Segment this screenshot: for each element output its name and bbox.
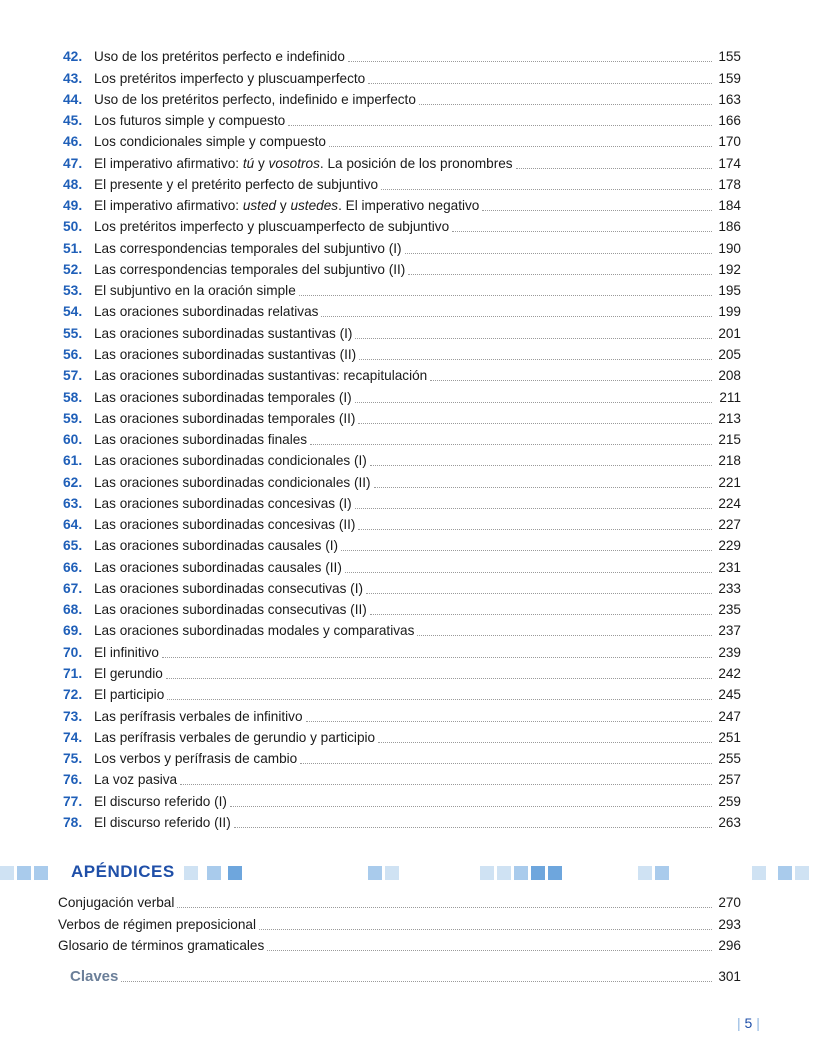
- dotted-leader: [259, 929, 712, 930]
- toc-entry[interactable]: [63, 342, 741, 363]
- toc-entry-page: 263: [718, 814, 741, 830]
- decorative-square: [497, 866, 511, 880]
- toc-entry-page: 233: [718, 580, 741, 596]
- toc-entry-title: El discurso referido (I): [94, 793, 227, 809]
- dotted-leader: [299, 295, 712, 296]
- decorative-square: [480, 866, 494, 880]
- toc-entry-page: 211: [719, 389, 741, 405]
- dotted-leader: [417, 635, 712, 636]
- decorative-square: [531, 866, 545, 880]
- dotted-leader: [516, 168, 712, 169]
- decorative-square: [778, 866, 792, 880]
- appendix-entry[interactable]: [58, 933, 741, 954]
- dotted-leader: [355, 508, 712, 509]
- toc-entry-title: Las perífrasis verbales de infinitivo: [94, 708, 303, 724]
- table-of-contents: [63, 44, 741, 831]
- dotted-leader: [358, 423, 712, 424]
- toc-entry-page: 245: [718, 687, 741, 703]
- toc-entry[interactable]: [63, 193, 741, 214]
- dotted-leader: [452, 231, 712, 232]
- dotted-leader: [180, 784, 712, 785]
- decorative-square: [184, 866, 198, 880]
- toc-entry[interactable]: [63, 512, 741, 533]
- toc-entry-title: Los pretéritos imperfecto y pluscuamperfecto: [94, 70, 366, 86]
- decorative-square: [228, 866, 242, 880]
- toc-entry-title: El discurso referido (II): [94, 814, 231, 830]
- toc-entry[interactable]: [63, 533, 741, 554]
- toc-entry-title: Las oraciones subordinadas causales (I): [94, 538, 339, 554]
- toc-entry-number: 45.: [63, 113, 83, 129]
- decorative-square: [655, 866, 669, 880]
- toc-entry[interactable]: [63, 639, 741, 660]
- toc-entry-page: 251: [718, 729, 741, 745]
- toc-entry-number: 67.: [63, 580, 83, 596]
- toc-entry-number: 48.: [63, 176, 83, 192]
- dotted-leader: [167, 699, 712, 700]
- toc-entry-number: 74.: [63, 729, 83, 745]
- appendix-entry-page: 296: [718, 937, 741, 953]
- toc-title-part: usted: [242, 198, 277, 214]
- dotted-leader: [329, 146, 712, 147]
- toc-entry-number: 73.: [63, 708, 83, 724]
- toc-entry-page: 247: [718, 708, 741, 724]
- toc-entry-number: 62.: [63, 474, 83, 490]
- toc-entry-title: Las oraciones subordinadas sustantivas (I): [94, 325, 353, 341]
- toc-entry[interactable]: [63, 87, 741, 108]
- decorative-square: [752, 866, 766, 880]
- toc-entry[interactable]: [63, 65, 741, 86]
- toc-entry-number: 49.: [63, 198, 83, 214]
- toc-entry-number: 53.: [63, 283, 83, 299]
- toc-entry[interactable]: [63, 150, 741, 171]
- claves-title: Claves: [70, 968, 119, 986]
- toc-entry-title: Las oraciones subordinadas temporales (I): [94, 389, 352, 405]
- toc-entry-title: Las correspondencias temporales del subjuntivo (II): [94, 261, 406, 277]
- toc-entry-number: 57.: [63, 368, 83, 384]
- toc-entry-title: Las oraciones subordinadas sustantivas (II): [94, 346, 357, 362]
- toc-entry-page: 166: [718, 113, 741, 129]
- toc-entry-page: 184: [718, 198, 741, 214]
- dotted-leader: [234, 827, 712, 828]
- decorative-square: [34, 866, 48, 880]
- toc-entry-page: 257: [718, 772, 741, 788]
- toc-entry[interactable]: [63, 810, 741, 831]
- toc-entry-number: 43.: [63, 70, 83, 86]
- toc-entry-title: Las oraciones subordinadas consecutivas (II): [94, 602, 367, 618]
- toc-entry-page: 155: [718, 49, 741, 65]
- appendix-entry[interactable]: [58, 890, 741, 911]
- toc-entry-number: 75.: [63, 751, 83, 767]
- dotted-leader: [321, 316, 712, 317]
- toc-entry-number: 76.: [63, 772, 83, 788]
- appendix-list: [58, 890, 741, 954]
- dotted-leader: [405, 253, 712, 254]
- toc-entry-page: 205: [718, 346, 741, 362]
- toc-entry-number: 71.: [63, 665, 83, 681]
- toc-entry-number: 56.: [63, 346, 83, 362]
- dotted-leader: [267, 950, 712, 951]
- toc-entry-title: Las oraciones subordinadas sustantivas: recapitulación: [94, 368, 428, 384]
- toc-entry-page: 255: [718, 751, 741, 767]
- toc-entry-title: El subjuntivo en la oración simple: [94, 283, 296, 299]
- toc-entry-title: Las oraciones subordinadas relativas: [94, 304, 319, 320]
- toc-entry-number: 70.: [63, 644, 83, 660]
- dotted-leader: [378, 742, 712, 743]
- toc-entry[interactable]: [63, 554, 741, 575]
- toc-entry[interactable]: [63, 469, 741, 490]
- toc-entry-title: El infinitivo: [94, 644, 159, 660]
- toc-entry-title: Las correspondencias temporales del subjuntivo (I): [94, 240, 402, 256]
- dotted-leader: [355, 338, 712, 339]
- decorative-square: [0, 866, 14, 880]
- toc-entry[interactable]: [63, 618, 741, 639]
- appendix-entry-title: Conjugación verbal: [58, 895, 175, 911]
- toc-entry-title: Los condicionales simple y compuesto: [94, 134, 326, 150]
- dotted-leader: [345, 572, 712, 573]
- toc-entry[interactable]: [63, 44, 741, 65]
- toc-title-part: vosotros: [268, 155, 320, 171]
- toc-entry-title: Las oraciones subordinadas modales y comparativas: [94, 623, 415, 639]
- decorative-square: [795, 866, 809, 880]
- toc-entry-number: 44.: [63, 91, 83, 107]
- toc-entry-page: 192: [718, 261, 741, 277]
- toc-entry[interactable]: [63, 491, 741, 512]
- toc-entry-number: 65.: [63, 538, 83, 554]
- dotted-leader: [348, 61, 712, 62]
- toc-entry[interactable]: [63, 172, 741, 193]
- dotted-leader: [300, 763, 712, 764]
- toc-entry[interactable]: [63, 129, 741, 150]
- toc-entry-title: Las oraciones subordinadas finales: [94, 432, 308, 448]
- toc-entry-title: Las oraciones subordinadas temporales (II): [94, 410, 356, 426]
- toc-entry-page: 195: [718, 283, 741, 299]
- toc-entry-number: 42.: [63, 49, 83, 65]
- toc-entry-title: Uso de los pretéritos perfecto e indefinido: [94, 49, 345, 65]
- dotted-leader: [177, 907, 712, 908]
- toc-entry[interactable]: [63, 661, 741, 682]
- toc-entry-number: 78.: [63, 814, 83, 830]
- toc-entry-title: [94, 198, 479, 214]
- toc-entry-title: Las oraciones subordinadas causales (II): [94, 559, 342, 575]
- toc-entry-number: 50.: [63, 219, 83, 235]
- toc-entry[interactable]: [63, 576, 741, 597]
- toc-entry-title: [94, 156, 513, 172]
- toc-entry-number: 54.: [63, 304, 83, 320]
- toc-entry-page: 224: [718, 495, 741, 511]
- toc-entry-page: 199: [718, 304, 741, 320]
- toc-entry-page: 215: [718, 432, 741, 448]
- dotted-leader: [341, 550, 712, 551]
- toc-entry-number: 64.: [63, 517, 83, 533]
- dotted-leader: [370, 465, 712, 466]
- toc-title-part: . La posición de los pronombres: [319, 155, 513, 171]
- toc-entry[interactable]: [63, 427, 741, 448]
- appendix-entry-page: 293: [718, 916, 741, 932]
- toc-entry-title: Las oraciones subordinadas concesivas (II): [94, 517, 356, 533]
- toc-title-part: El imperativo afirmativo:: [94, 155, 243, 171]
- toc-entry-title: Los pretéritos imperfecto y pluscuamperfecto de subjuntivo: [94, 219, 450, 235]
- dotted-leader: [310, 444, 712, 445]
- toc-entry-page: 242: [718, 665, 741, 681]
- decorative-square: [514, 866, 528, 880]
- toc-entry-page: 237: [718, 623, 741, 639]
- toc-entry[interactable]: [63, 320, 741, 341]
- dotted-leader: [288, 125, 712, 126]
- toc-entry-page: 227: [718, 517, 741, 533]
- toc-entry-number: 61.: [63, 453, 83, 469]
- dotted-leader: [381, 189, 712, 190]
- toc-entry[interactable]: [63, 597, 741, 618]
- toc-entry[interactable]: [63, 703, 741, 724]
- toc-entry[interactable]: [63, 767, 741, 788]
- toc-entry-number: 59.: [63, 410, 83, 426]
- dotted-leader: [366, 593, 712, 594]
- dotted-leader: [370, 614, 712, 615]
- decorative-square: [17, 866, 31, 880]
- toc-entry-number: 66.: [63, 559, 83, 575]
- toc-entry-title: Las perífrasis verbales de gerundio y participio: [94, 729, 376, 745]
- toc-entry-title: El participio: [94, 687, 165, 703]
- dotted-leader: [355, 402, 712, 403]
- toc-entry-title: La voz pasiva: [94, 772, 178, 788]
- page-number: | 5 |: [737, 1015, 760, 1031]
- toc-entry[interactable]: [63, 108, 741, 129]
- toc-entry-title: Las oraciones subordinadas consecutivas (I): [94, 580, 364, 596]
- dotted-leader: [306, 721, 712, 722]
- toc-entry[interactable]: [63, 788, 741, 809]
- toc-entry[interactable]: [63, 299, 741, 320]
- toc-entry[interactable]: [63, 682, 741, 703]
- toc-entry-title: Las oraciones subordinadas condicionales (I): [94, 453, 367, 469]
- toc-entry[interactable]: [63, 384, 741, 405]
- toc-entry-page: 213: [718, 410, 741, 426]
- toc-entry-title: Uso de los pretéritos perfecto, indefinido e imperfecto: [94, 91, 416, 107]
- page-number-value: 5: [744, 1015, 753, 1031]
- toc-entry-title: El gerundio: [94, 665, 163, 681]
- toc-entry[interactable]: [63, 406, 741, 427]
- decorative-square: [638, 866, 652, 880]
- toc-entry-number: 46.: [63, 134, 83, 150]
- toc-entry-number: 60.: [63, 432, 83, 448]
- dotted-leader: [162, 657, 712, 658]
- toc-entry-title: Los futuros simple y compuesto: [94, 113, 286, 129]
- toc-title-part: y: [254, 155, 269, 171]
- toc-title-part: . El imperativo negativo: [338, 198, 480, 214]
- toc-entry-title: Las oraciones subordinadas condicionales (II): [94, 474, 371, 490]
- toc-entry[interactable]: [63, 257, 741, 278]
- toc-entry[interactable]: [63, 363, 741, 384]
- dotted-leader: [374, 487, 712, 488]
- dotted-leader: [359, 359, 712, 360]
- toc-title-part: El imperativo afirmativo:: [94, 198, 243, 214]
- toc-entry[interactable]: [63, 746, 741, 767]
- toc-entry-page: 163: [718, 91, 741, 107]
- toc-entry-page: 229: [718, 538, 741, 554]
- toc-entry[interactable]: [63, 448, 741, 469]
- toc-title-part: ustedes: [290, 198, 339, 214]
- appendix-entry-title: Glosario de términos gramaticales: [58, 937, 265, 953]
- toc-entry-number: 58.: [63, 389, 83, 405]
- toc-entry-number: 72.: [63, 687, 83, 703]
- toc-entry-page: 208: [718, 368, 741, 384]
- toc-title-part: y: [276, 198, 291, 214]
- toc-entry-page: 239: [718, 644, 741, 660]
- toc-entry-number: 47.: [63, 155, 83, 171]
- decorative-square: [385, 866, 399, 880]
- toc-entry[interactable]: [63, 235, 741, 256]
- toc-entry-title: Las oraciones subordinadas concesivas (I): [94, 495, 352, 511]
- toc-entry-title: Los verbos y perífrasis de cambio: [94, 751, 298, 767]
- dotted-leader: [230, 806, 712, 807]
- dotted-leader: [368, 83, 712, 84]
- dotted-leader: [419, 104, 712, 105]
- decorative-square: [368, 866, 382, 880]
- toc-entry-number: 69.: [63, 623, 83, 639]
- toc-entry-page: 259: [718, 793, 741, 809]
- claves-entry[interactable]: [70, 964, 741, 985]
- toc-title-part: tú: [242, 155, 255, 171]
- decorative-square: [548, 866, 562, 880]
- toc-entry-number: 51.: [63, 240, 83, 256]
- decorative-square: [207, 866, 221, 880]
- toc-entry-title: El presente y el pretérito perfecto de subjuntivo: [94, 176, 379, 192]
- toc-entry-page: 186: [718, 219, 741, 235]
- toc-entry-number: 63.: [63, 495, 83, 511]
- dotted-leader: [358, 529, 712, 530]
- dotted-leader: [482, 210, 712, 211]
- toc-entry[interactable]: [63, 278, 741, 299]
- toc-entry-number: 77.: [63, 793, 83, 809]
- dotted-leader: [121, 981, 712, 982]
- toc-entry-page: 174: [718, 155, 741, 171]
- dotted-leader: [430, 380, 712, 381]
- appendix-entry-page: 270: [718, 895, 741, 911]
- toc-entry-page: 235: [718, 602, 741, 618]
- toc-entry-number: 68.: [63, 602, 83, 618]
- claves-page: 301: [718, 969, 741, 985]
- toc-entry-page: 221: [718, 474, 741, 490]
- toc-entry-page: 231: [718, 559, 741, 575]
- toc-entry-number: 52.: [63, 261, 83, 277]
- toc-entry-page: 201: [718, 325, 741, 341]
- toc-entry-page: 170: [718, 134, 741, 150]
- toc-entry-page: 159: [718, 70, 741, 86]
- toc-entry[interactable]: [63, 725, 741, 746]
- toc-entry-number: 55.: [63, 325, 83, 341]
- dotted-leader: [408, 274, 712, 275]
- appendix-entry-title: Verbos de régimen preposicional: [58, 916, 256, 932]
- toc-entry-page: 190: [718, 240, 741, 256]
- appendix-heading: APÉNDICES: [71, 862, 175, 881]
- toc-entry-page: 218: [718, 453, 741, 469]
- toc-entry[interactable]: [63, 214, 741, 235]
- dotted-leader: [166, 678, 712, 679]
- appendix-entry[interactable]: [58, 911, 741, 932]
- toc-entry-page: 178: [718, 176, 741, 192]
